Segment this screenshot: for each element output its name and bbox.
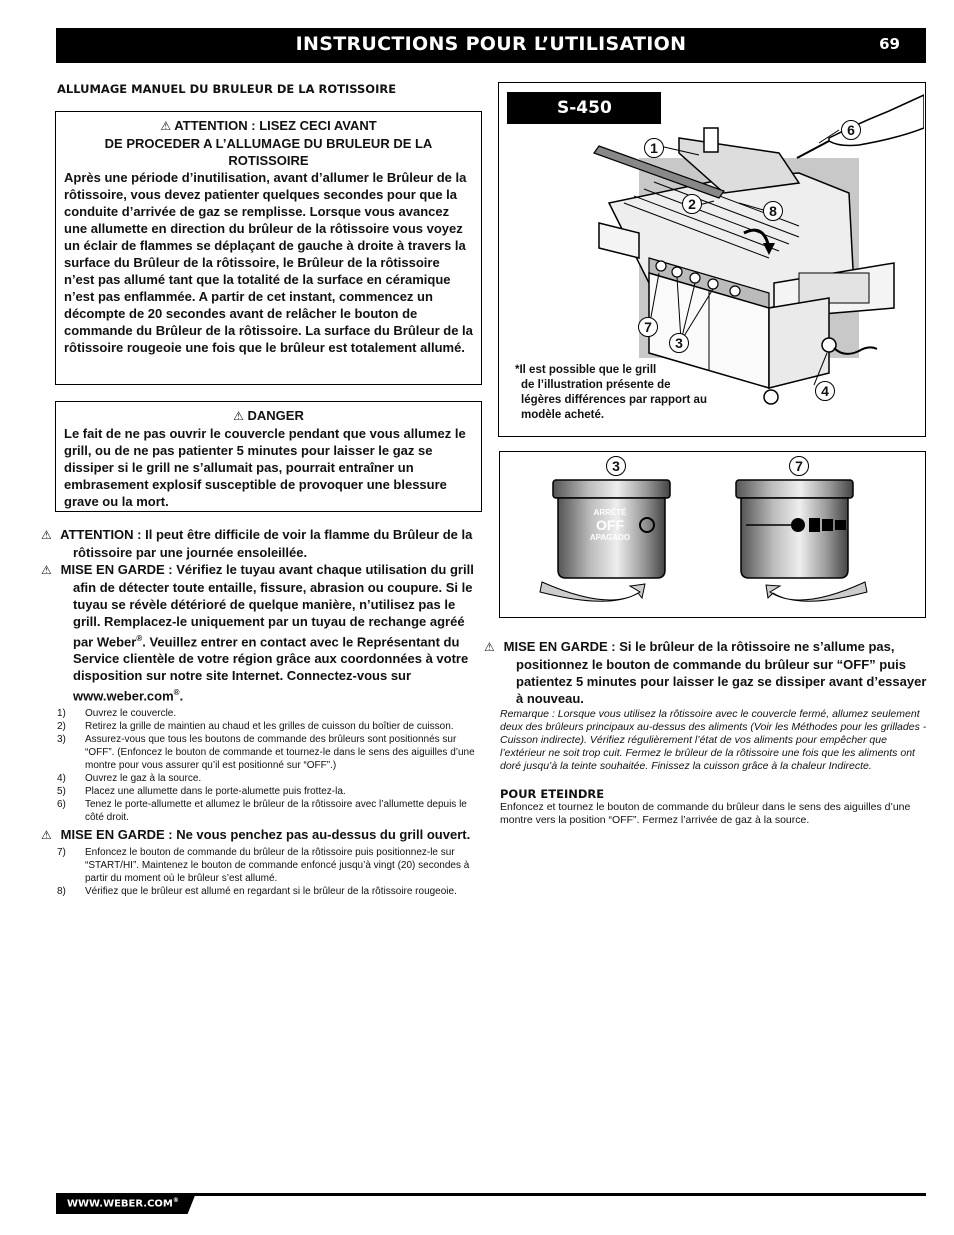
list-item [57,885,477,898]
attention-heading-line1: ATTENTION : LISEZ CECI AVANT [174,118,377,133]
footer-url[interactable] [67,1197,179,1209]
step-number: 1) [57,707,66,719]
registered-mark: ® [136,634,143,643]
step-text: Ouvrez le couvercle. [85,707,177,719]
footer-url-text[interactable]: WWW.WEBER.COM [67,1198,173,1210]
step-text: Tenez le porte-allumette et allumez le brûleur de la rôtissoire avec l’allumette depuis le côté droit. [85,798,467,823]
callout-8: 8 [763,201,783,221]
attention-heading-line2: DE PROCEDER A L’ALLUMAGE DU BRULEUR DE LA ROTISSOIRE [104,136,433,168]
list-item [57,720,477,733]
lean-warning-note: ⚠ MISE EN GARDE : Ne vous penchez pas au-dessus du grill ouvert. [41,826,471,842]
danger-body: Le fait de ne pas ouvrir le couvercle pendant que vous allumez le grill, ou de ne pas patienter 5 minutes pour laisser le gaz se dissiper si le grill ne s’allumait pas, pourrait entraîner un embrasement explosif susceptible de provoquer une blessure grave ou la mort. [64,426,466,509]
callout-6: 6 [841,120,861,140]
remark-text: Remarque : Lorsque vous utilisez la rôtissoire avec le couvercle fermé, allumez seulement deux des brûleurs principaux au-dessus des aliments (Voir les Méthodes pour les grillades - Cuisson indirecte). Vérifiez régulièrement l’état de vos aliments pour empêcher que l’extérieur ne soit trop cuit. Fermez le brûleur de la rôtissoire une fois que les aliments ont doré jusqu’à la teinte souhaitée. Finissez la cuisson grâce à la chaleur Indirecte. [500,708,927,772]
right-column [484,638,928,827]
callout-1: 1 [644,138,664,158]
danger-box [55,401,482,512]
callout-7: 7 [789,456,809,476]
callout-3: 3 [606,456,626,476]
step-number: 6) [57,798,66,810]
step-text: Vérifiez que le brûleur est allumé en regardant si le brûleur de la rôtissoire rougeoie. [85,885,457,897]
caption-line-1: *Il est possible que le grill [515,364,657,376]
steps-list-b [57,846,477,898]
callout-7: 7 [638,317,658,337]
attention-flame-note: ⚠ ATTENTION : Il peut être difficile de voir la flamme du Brûleur de la rôtissoire par une journée ensoleillée. [41,527,473,560]
attention-flame-text: ATTENTION : Il peut être difficile de voir la flamme du Brûleur de la rôtissoire par une journée ensoleillée. [60,527,473,560]
caption-line-3: légères différences par rapport au [521,394,707,406]
step-number: 5) [57,785,66,797]
step-number: 4) [57,772,66,784]
off-heading: POUR ETEINDRE [500,787,605,801]
rotisserie-warning-note: ⚠ MISE EN GARDE : Si le brûleur de la rôtissoire ne s’allume pas, positionnez le bouton de commande du brûleur sur “OFF” puis patientez 5 minutes pour laisser le gaz se dissiper avant d’essayer à nouveau. [484,639,927,706]
step-number: 7) [57,846,66,858]
model-label: S-450 [507,92,661,124]
grill-figure [498,82,926,437]
callout-4: 4 [815,381,835,401]
page-title: INSTRUCTIONS POUR L’UTILISATION [295,33,687,55]
knob-illustration [500,452,924,616]
page-number: 69 [879,35,900,53]
step-text: Assurez-vous que tous les boutons de commande des brûleurs sont positionnés sur “OFF”. (Enfoncez le bouton de commande et tournez-le dans le sens des aiguilles d’une montre pour vous assurer qu’il est positionné sur “OFF”.) [85,733,475,771]
hose-warning-text-b: . Veuillez entrer en contact avec le Représentant du Service clientèle de votre région grâce aux coordonnées à votre disposition sur notre site Internet. Connectez-vous sur www.weber.com [73,634,469,704]
section-title: ALLUMAGE MANUEL DU BRULEUR DE LA ROTISSOIRE [57,82,397,96]
caption-line-4: modèle acheté. [521,409,605,421]
steps-list-a [57,707,477,824]
left-notes [41,526,477,900]
warning-triangle-icon: ⚠ [233,409,244,423]
knob-figure [499,451,926,618]
off-text: Enfoncez et tournez le bouton de commande du brûleur dans le sens des aiguilles d’une montre vers la position “OFF”. Fermez l’arrivée de gaz à la source. [500,801,911,826]
hose-warning-text-a: MISE EN GARDE : Vérifiez le tuyau avant chaque utilisation du grill afin de détecter toute entaille, fissure, abrasion ou coupure. Si le tuyau se révèle détérioré de quelque manière, n’utilisez pas le grill. Remplacez-le uniquement par un tuyau de rechange agréé par Weber [60,562,474,650]
step-text: Enfoncez le bouton de commande du brûleur de la rôtissoire puis positionnez-le sur “START/HI”. Maintenez le bouton de commande enfoncé jusqu’à vingt (20) secondes à partir du moment où le brûleur s’est allumé. [85,846,470,884]
list-item [57,772,477,785]
hose-warning-note: ⚠ MISE EN GARDE : Vérifiez le tuyau avant chaque utilisation du grill afin de détecter toute entaille, fissure, abrasion ou coupure. Si le tuyau se révèle détérioré de quelque manière, n’utilisez pas le grill. Remplacez-le uniquement par un tuyau de rechange agréé par Weber®. Veuillez entrer en contact avec le Représentant du Service clientèle de votre région grâce aux coordonnées à votre disposition sur notre site Internet. Connectez-vous sur www.weber.com®. [41,562,474,704]
attention-heading [64,117,473,135]
danger-heading-text: DANGER [247,408,304,423]
list-item [57,798,477,824]
registered-mark: ® [172,1197,179,1204]
knob-label-top: ARRÊTÉ [593,508,627,517]
registered-mark: ® [173,688,180,698]
hose-warning-text-c: . [179,688,184,704]
list-item [57,733,477,772]
step-number: 2) [57,720,66,732]
page-header [56,28,926,63]
list-item [57,785,477,798]
step-text: Ouvrez le gaz à la source. [85,772,202,784]
caption-line-2: de l’illustration présente de [521,379,671,391]
list-item [57,707,477,720]
knob-label-bottom: APAGADO [589,533,631,542]
attention-body: Après une période d’inutilisation, avant d’allumer le Brûleur de la rôtissoire, vous devez patienter quelques secondes pour que la conduite d’arrivée de gaz se remplisse. Lorsque vous avancez une allumette en direction du brûleur de la rôtissoire vous voyez un éclair de flammes se déplaçant de gauche à droite à travers la surface du Brûleur de la rôtissoire, le Brûleur de la rôtissoire n’est pas allumé tant que la totalité de la surface en céramique n’est pas enflammée. A partir de cet instant, commencez un décompte de 20 secondes avant de relâcher le bouton de commande du Brûleur de la rôtissoire. La surface du Brûleur de la rôtissoire rougeoie une fois que le brûleur est totalement allumé. [64,170,473,355]
list-item [57,846,477,885]
figure-caption [515,363,735,423]
rotisserie-warning-text: MISE EN GARDE : Si le brûleur de la rôtissoire ne s’allume pas, positionnez le bouton de commande du brûleur sur “OFF” puis patientez 5 minutes pour laisser le gaz se dissiper avant d’essayer à nouveau. [503,639,927,706]
step-number: 3) [57,733,66,745]
step-text: Retirez la grille de maintien au chaud et les grilles de cuisson du boîtier de cuisson. [85,720,454,732]
step-number: 8) [57,885,66,897]
callout-2: 2 [682,194,702,214]
lean-warning-text: MISE EN GARDE : Ne vous penchez pas au-dessus du grill ouvert. [60,826,471,842]
callout-3: 3 [669,333,689,353]
attention-box [55,111,482,385]
danger-heading [64,407,473,425]
step-text: Placez une allumette dans le porte-alumette puis frottez-la. [85,785,346,797]
knob-label-off: OFF [596,517,624,533]
warning-triangle-icon: ⚠ [160,119,172,133]
